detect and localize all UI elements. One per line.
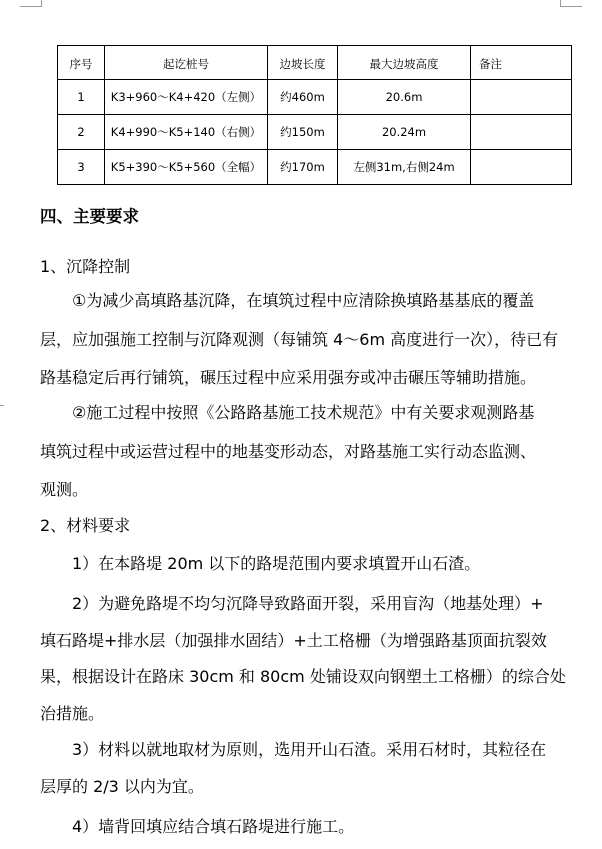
col-header-remark: 备注	[471, 46, 572, 80]
cell-index: 3	[58, 150, 105, 185]
cell-length: 约150m	[268, 115, 338, 150]
cell-station: K4+990～K5+140（右侧）	[105, 115, 268, 150]
list-item: 2）为避免路堤不均匀沉降导致路面开裂，采用盲沟（地基处理）+	[72, 594, 544, 613]
crop-mark-top-left	[20, 6, 42, 7]
cell-remark	[471, 150, 572, 185]
cell-height: 20.6m	[338, 80, 471, 115]
paragraph-line: 层，应加强施工控制与沉降观测（每铺筑 4～6m 高度进行一次），待已有	[40, 330, 559, 349]
list-item: 3）材料以就地取材为原则，选用开山石渣。采用石材时，其粒径在	[72, 740, 547, 759]
slope-table	[57, 45, 572, 185]
subsection-title-settlement: 1、沉降控制	[40, 257, 131, 276]
cell-remark	[471, 115, 572, 150]
col-header-height: 最大边坡高度	[338, 46, 471, 80]
cell-station: K5+390～K5+560（全幅）	[105, 150, 268, 185]
col-header-index: 序号	[58, 46, 105, 80]
paragraph-line: ①为减少高填路基沉降，在填筑过程中应清除换填路基基底的覆盖	[72, 291, 535, 310]
cell-index: 2	[58, 115, 105, 150]
cell-station: K3+960～K4+420（左侧）	[105, 80, 268, 115]
paragraph-line: 路基稳定后再行铺筑，碾压过程中应采用强夯或冲击碾压等辅助措施。	[40, 368, 537, 387]
cell-remark	[471, 80, 572, 115]
cell-height: 20.24m	[338, 115, 471, 150]
left-margin-mark	[0, 405, 4, 406]
crop-mark-top-right-vertical	[560, 0, 561, 7]
list-item-continuation: 果，根据设计在路床 30cm 和 80cm 处铺设双向钢塑土工格栅）的综合处	[40, 667, 566, 686]
table-row	[58, 115, 572, 150]
list-item-continuation: 治措施。	[40, 704, 105, 723]
cell-length: 约460m	[268, 80, 338, 115]
table-header-row	[58, 46, 572, 80]
cell-length: 约170m	[268, 150, 338, 185]
crop-mark-top-left-vertical	[41, 0, 42, 7]
list-item: 1）在本路堤 20m 以下的路堤范围内要求填置开山石渣。	[72, 554, 481, 573]
col-header-length: 边坡长度	[268, 46, 338, 80]
list-item-continuation: 填石路堤+排水层（加强排水固结）+土工格栅（为增强路基顶面抗裂效	[40, 631, 547, 650]
list-item: 4）墙背回填应结合填石路堤进行施工。	[72, 817, 355, 836]
table-row	[58, 150, 572, 185]
paragraph-line: ②施工过程中按照《公路路基施工技术规范》中有关要求观测路基	[72, 403, 535, 422]
crop-mark-top-right	[560, 6, 582, 7]
cell-index: 1	[58, 80, 105, 115]
table-row	[58, 80, 572, 115]
cell-height: 左侧31m,右侧24m	[338, 150, 471, 185]
col-header-station: 起讫桩号	[105, 46, 268, 80]
list-item-continuation: 层厚的 2/3 以内为宜。	[40, 777, 204, 796]
subsection-title-materials: 2、材料要求	[40, 516, 131, 535]
section-heading: 四、主要要求	[40, 207, 139, 226]
paragraph-line: 观测。	[40, 480, 89, 499]
paragraph-line: 填筑过程中或运营过程中的地基变形动态，对路基施工实行动态监测、	[40, 442, 537, 461]
